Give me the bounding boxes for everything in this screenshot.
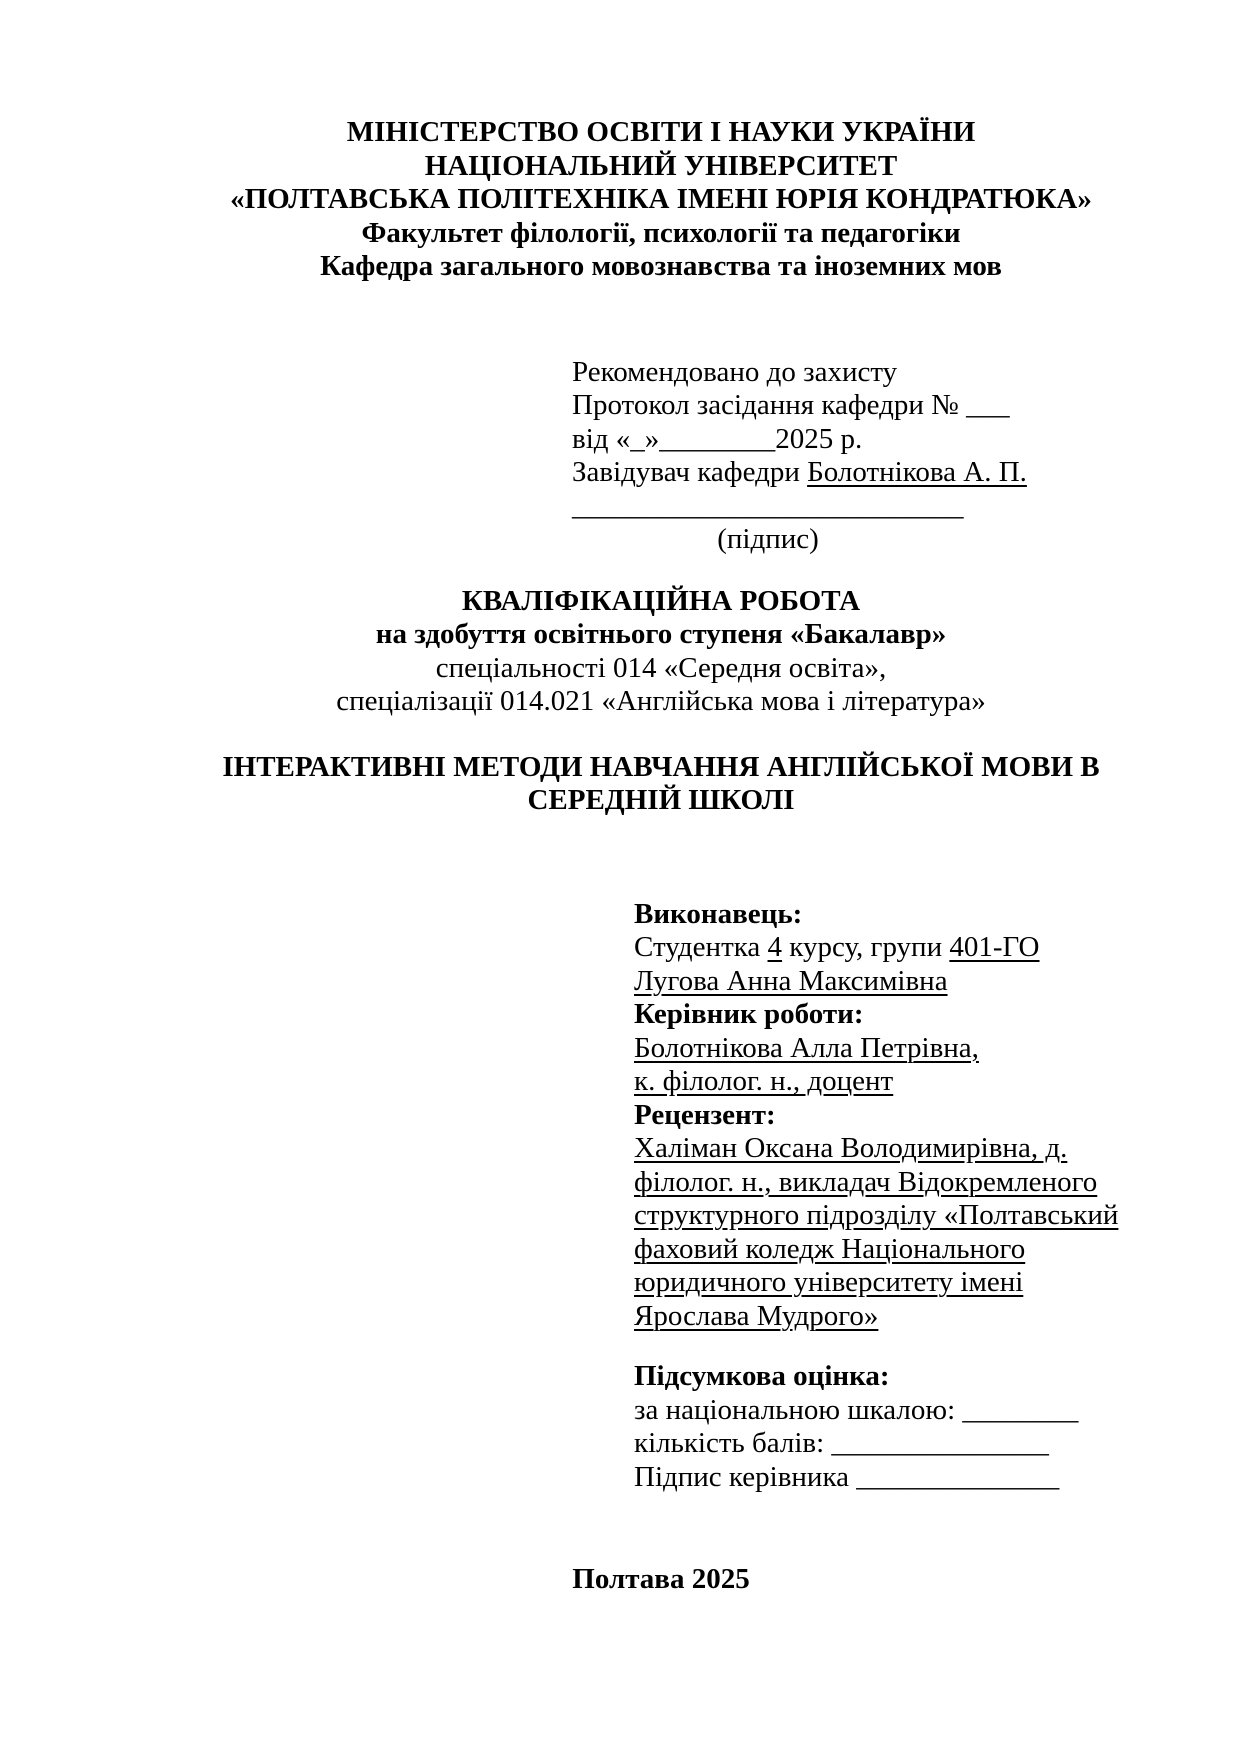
- city-year-line: Полтава 2025: [572, 1563, 750, 1595]
- speciality-line: спеціальності 014 «Середня освіта»,: [435, 651, 887, 684]
- specialization-line: спеціалізації 014.021 «Англійська мова і література»: [336, 685, 986, 717]
- signature-area: [572, 490, 964, 557]
- reviewer-line: Ярослава Мудрого»: [634, 1299, 879, 1332]
- reviewer-line: юридичного університету імені: [634, 1266, 1024, 1298]
- grade-scale-blank: ________: [962, 1393, 1079, 1426]
- grade-points-label: кількість балів:: [634, 1427, 832, 1459]
- supervisor-label: Керівник роботи:: [634, 998, 864, 1030]
- grade-points-line: [634, 1427, 1145, 1461]
- reviewer-line: Халіман Оксана Володимирівна, д.: [634, 1132, 1068, 1164]
- reviewer-line: філолог. н., викладач Відокремленого: [634, 1165, 1098, 1198]
- thesis-title: [177, 751, 1145, 818]
- approval-recommended-line: Рекомендовано до захисту: [572, 355, 898, 388]
- approval-date-line: від «_»________2025 р.: [572, 422, 863, 455]
- approval-head-name: Болотнікова А. П.: [807, 456, 1027, 488]
- thesis-title-line-2: СЕРЕДНІЙ ШКОЛІ: [527, 784, 795, 816]
- grade-block: [634, 1360, 1145, 1494]
- grade-sign-label: Підпис керівника: [634, 1460, 857, 1493]
- student-line: [634, 931, 1145, 965]
- credits-block: [634, 898, 1145, 1334]
- student-prefix: Студентка: [634, 931, 768, 963]
- grade-sign-line: [634, 1461, 1145, 1495]
- grade-sign-blank: ______________: [856, 1460, 1060, 1493]
- ministry-header: [177, 116, 1145, 284]
- grade-scale-label: за національною шкалою:: [634, 1393, 963, 1426]
- approval-block: [572, 356, 1145, 557]
- degree-line: на здобуття освітнього ступеня «Бакалавр»: [375, 618, 947, 650]
- footer: [177, 1563, 1145, 1597]
- department-line: Кафедра загального мовознавства та іноземних мов: [320, 250, 1002, 282]
- student-name: Лугова Анна Максимівна: [634, 964, 948, 997]
- supervisor-degree: к. філолог. н., доцент: [634, 1065, 894, 1097]
- reviewer-label: Рецензент:: [634, 1098, 776, 1131]
- grade-label: Підсумкова оцінка:: [634, 1360, 890, 1392]
- student-course: 4: [767, 931, 783, 963]
- approval-head-line: [572, 456, 1145, 490]
- reviewer-line: фаховий коледж Національного: [634, 1232, 1026, 1265]
- ministry-line: МІНІСТЕРСТВО ОСВІТИ І НАУКИ УКРАЇНИ: [346, 116, 976, 148]
- university-line: НАЦІОНАЛЬНИЙ УНІВЕРСИТЕТ: [424, 149, 898, 182]
- grade-points-blank: _______________: [831, 1427, 1049, 1459]
- thesis-title-line-1: ІНТЕРАКТИВНІ МЕТОДИ НАВЧАННЯ АНГЛІЙСЬКОЇ МОВИ В: [222, 750, 1100, 783]
- university-name-line: «ПОЛТАВСЬКА ПОЛІТЕХНІКА ІМЕНІ ЮРІЯ КОНДРАТЮКА»: [230, 183, 1092, 215]
- reviewer-line: структурного підрозділу «Полтавський: [634, 1199, 1119, 1231]
- executor-label: Виконавець:: [634, 897, 803, 930]
- approval-protocol-line: Протокол засідання кафедри № ___: [572, 389, 1010, 421]
- faculty-line: Факультет філології, психології та педагогіки: [361, 216, 961, 249]
- student-mid: курсу, групи: [782, 931, 950, 963]
- signature-caption: (підпис): [717, 523, 819, 555]
- qualification-block: [177, 585, 1145, 719]
- signature-blank-line: ___________________________: [572, 489, 964, 522]
- qualification-work-line: КВАЛІФІКАЦІЙНА РОБОТА: [461, 584, 861, 617]
- student-group: 401-ГО: [949, 931, 1040, 963]
- approval-head-label: Завідувач кафедри: [572, 456, 808, 488]
- grade-scale-line: [634, 1394, 1145, 1428]
- supervisor-name: Болотнікова Алла Петрівна,: [634, 1031, 979, 1064]
